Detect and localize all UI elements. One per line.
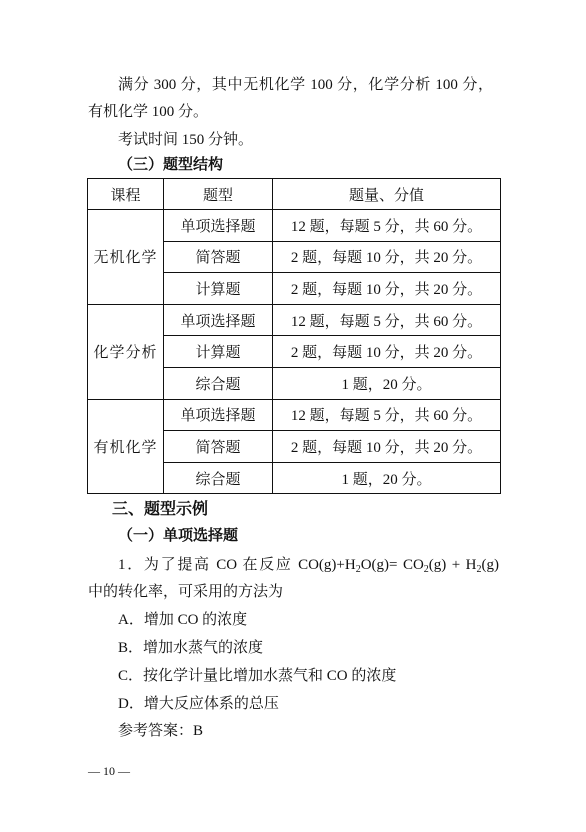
score-cell: 12 题，每题 5 分，共 60 分。 bbox=[273, 210, 501, 242]
score-cell: 2 题，每题 10 分，共 20 分。 bbox=[273, 273, 501, 305]
header-question-type: 题型 bbox=[164, 179, 273, 210]
subsection-heading-structure: （三）题型结构 bbox=[118, 157, 224, 173]
type-cell: 计算题 bbox=[164, 336, 273, 368]
type-cell: 简答题 bbox=[164, 241, 273, 273]
table-row bbox=[88, 210, 501, 242]
score-cell: 2 题，每题 10 分，共 20 分。 bbox=[273, 241, 501, 273]
score-paragraph-line2: 有机化学 100 分。 bbox=[88, 104, 209, 120]
type-cell: 综合题 bbox=[164, 462, 273, 494]
score-cell: 12 题，每题 5 分，共 60 分。 bbox=[273, 399, 501, 431]
subsection-heading-single-choice: （一）单项选择题 bbox=[118, 528, 239, 544]
score-cell: 1 题，20 分。 bbox=[273, 367, 501, 399]
reference-answer: 参考答案：B bbox=[118, 723, 204, 739]
header-course: 课程 bbox=[88, 179, 164, 210]
score-paragraph-line1: 满分 300 分，其中无机化学 100 分，化学分析 100 分， bbox=[118, 77, 493, 93]
stem-text: (g) bbox=[481, 557, 499, 573]
option-d: D．增大反应体系的总压 bbox=[118, 696, 279, 712]
score-cell: 1 题，20 分。 bbox=[273, 462, 501, 494]
type-cell: 综合题 bbox=[164, 367, 273, 399]
section-heading-examples: 三、题型示例 bbox=[112, 501, 209, 518]
header-count-score: 题量、分值 bbox=[273, 179, 501, 210]
table-row bbox=[88, 399, 501, 431]
question-stem-line1 bbox=[118, 555, 499, 575]
score-cell: 12 题，每题 5 分，共 60 分。 bbox=[273, 304, 501, 336]
score-cell: 2 题，每题 10 分，共 20 分。 bbox=[273, 336, 501, 368]
type-cell: 简答题 bbox=[164, 431, 273, 463]
option-b: B．增加水蒸气的浓度 bbox=[118, 640, 264, 656]
score-cell: 2 题，每题 10 分，共 20 分。 bbox=[273, 431, 501, 463]
type-cell: 计算题 bbox=[164, 273, 273, 305]
question-stem-line2: 中的转化率，可采用的方法为 bbox=[88, 584, 284, 600]
table-row bbox=[88, 304, 501, 336]
subscript: 2 bbox=[423, 564, 429, 575]
course-cell: 化学分析 bbox=[88, 304, 164, 399]
subscript: 2 bbox=[355, 564, 361, 575]
option-c: C．按化学计量比增加水蒸气和 CO 的浓度 bbox=[118, 668, 397, 684]
question-type-structure-table bbox=[87, 178, 501, 494]
type-cell: 单项选择题 bbox=[164, 210, 273, 242]
stem-text: 1．为了提高 CO 在反应 CO(g)+H bbox=[118, 557, 356, 573]
subscript: 2 bbox=[476, 564, 482, 575]
stem-text: O(g)= CO bbox=[360, 557, 424, 573]
type-cell: 单项选择题 bbox=[164, 304, 273, 336]
table-header-row bbox=[88, 179, 501, 210]
type-cell: 单项选择题 bbox=[164, 399, 273, 431]
option-a: A．增加 CO 的浓度 bbox=[118, 612, 248, 628]
page-number: — 10 — bbox=[88, 764, 130, 778]
exam-time-text: 考试时间 150 分钟。 bbox=[118, 132, 254, 148]
course-cell: 有机化学 bbox=[88, 399, 164, 494]
course-cell: 无机化学 bbox=[88, 210, 164, 305]
stem-text: (g) + H bbox=[428, 557, 477, 573]
